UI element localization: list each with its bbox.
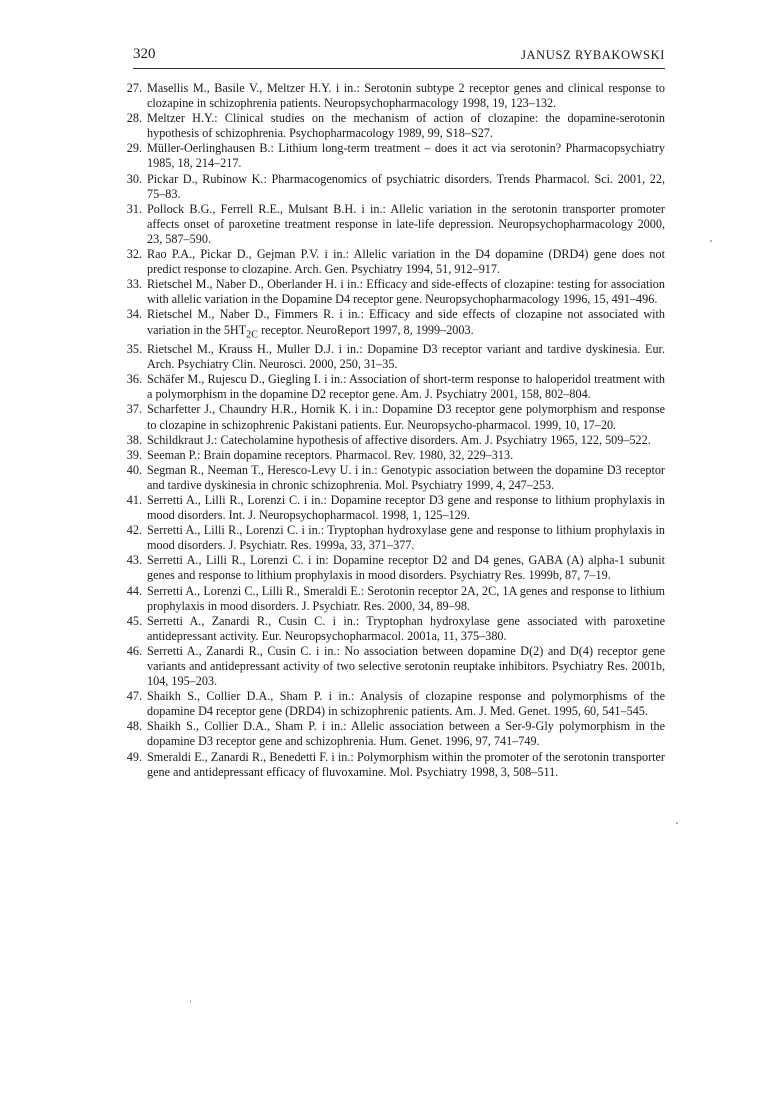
- reference-text: Serretti A., Zanardi R., Cusin C. i in.: No association between dopamine D(2) and D(4) receptor gene variants and antidepressant activity of two selective serotonin reuptake inhibitors. Psychiatry Res. 2001b, 104, 195–203.: [147, 643, 665, 689]
- reference-text: Müller-Oerlinghausen B.: Lithium long-term treatment – does it act via serotonin? Pharmacopsychiatry 1985, 18, 214–217.: [147, 141, 665, 171]
- reference-item: [118, 247, 665, 277]
- reference-text: Seeman P.: Brain dopamine receptors. Pharmacol. Rev. 1980, 32, 229–313.: [147, 447, 514, 462]
- reference-text: Serretti A., Lilli R., Lorenzi C. i in.: Dopamine receptor D3 gene and response to lithium prophylaxis in mood disorders. Int. J. Neuropsychopharmacol. 1998, 1, 125–129.: [147, 492, 665, 523]
- reference-number: 45.: [126, 613, 142, 628]
- reference-text: Pickar D., Rubinow K.: Pharmacogenomics of psychiatric disorders. Trends Pharmacol. Sci. 2001, 22, 75–83.: [147, 171, 665, 201]
- reference-number: 39.: [126, 447, 142, 462]
- reference-text: Rietschel M., Krauss H., Muller D.J. i in.: Dopamine D3 receptor variant and tardive dyskinesia. Eur. Arch. Psychiatry Clin. Neurosci. 2000, 250, 31–35.: [147, 342, 665, 372]
- reference-item: [118, 463, 665, 493]
- reference-item: [118, 402, 665, 432]
- reference-number: 43.: [126, 553, 142, 568]
- reference-number: 32.: [126, 247, 142, 262]
- reference-text: Schäfer M., Rujescu D., Giegling I. i in.: Association of short-term response to haloperidol treatment with a polymorphism in the dopamine D2 receptor gene. Am. J. Psychiatry 2001, 158, 802–804.: [147, 372, 665, 402]
- reference-number: 28.: [126, 111, 142, 126]
- reference-item: [118, 342, 665, 372]
- reference-text: receptor. NeuroReport 1997, 8, 1999–2003.: [258, 322, 474, 337]
- reference-number: 33.: [126, 277, 142, 292]
- reference-text: Shaikh S., Collier D.A., Sham P. i in.: Allelic association between a Ser-9-Gly polymorphism in the dopamine D3 receptor gene and schizophrenia. Hum. Genet. 1996, 97, 741–749.: [147, 719, 665, 749]
- reference-text: Scharfetter J., Chaundry H.R., Hornik K. i in.: Dopamine D3 receptor gene polymorphism and response to clozapine in schizophrenic Pakistani patients. Eur. Neuropsycho-pharmacol. 1999, 10, 17–20.: [147, 402, 665, 432]
- reference-item: [118, 81, 665, 111]
- reference-number: 46.: [126, 643, 142, 658]
- reference-text: Rietschel M., Naber D., Oberlander H. i in.: Efficacy and side-effects of clozapine: testing for association with allelic variation in the Dopamine D4 receptor gene. Neuropsychopharmacology 1996, 15, 491–496.: [147, 277, 665, 307]
- reference-number: 29.: [126, 141, 142, 156]
- reference-item: [118, 614, 665, 644]
- reference-text: Shaikh S., Collier D.A., Sham P. i in.: Analysis of clozapine response and polymorphisms of the dopamine D4 receptor gene (DRD4) in schizophrenic patients. Am. J. Med. Genet. 1995, 60, 541–545.: [147, 689, 665, 719]
- reference-item: [118, 493, 665, 523]
- reference-item: [118, 433, 665, 448]
- reference-item: [118, 372, 665, 402]
- scan-speck: [710, 240, 712, 242]
- scan-speck: [676, 822, 678, 824]
- reference-number: 35.: [126, 342, 142, 357]
- reference-item: [118, 644, 665, 689]
- reference-item: [118, 202, 665, 247]
- reference-item: [118, 111, 665, 141]
- reference-item: [118, 307, 665, 342]
- reference-text: Pollock B.G., Ferrell R.E., Mulsant B.H. i in.: Allelic variation in the serotonin transporter promoter affects onset of paroxetine treatment response in late-life depression. Neuropsychopharmacology 2000, 23, 587–590.: [147, 201, 665, 246]
- reference-item: [118, 172, 665, 202]
- reference-item: [118, 750, 665, 780]
- reference-item: [118, 689, 665, 719]
- page-number: 320: [133, 46, 156, 62]
- reference-number: 31.: [126, 201, 142, 216]
- reference-item: [118, 277, 665, 307]
- reference-number: 30.: [126, 171, 142, 186]
- reference-item: [118, 719, 665, 749]
- page-header: [133, 44, 665, 69]
- running-title: JANUSZ RYBAKOWSKI: [521, 48, 665, 62]
- reference-number: 47.: [126, 689, 142, 704]
- reference-text: Schildkraut J.: Catecholamine hypothesis of affective disorders. Am. J. Psychiatry 1965, 122, 509–522.: [147, 432, 651, 447]
- reference-number: 49.: [126, 749, 142, 764]
- reference-text: Segman R., Neeman T., Heresco-Levy U. i in.: Genotypic association between the dopamine D3 receptor and tardive dyskinesia in chronic schizophrenia. Mol. Psychiatry 1999, 4, 247–253.: [147, 462, 665, 492]
- reference-text: Smeraldi E., Zanardi R., Benedetti F. i in.: Polymorphism within the promoter of the serotonin transporter gene and antidepressant efficacy of fluvoxamine. Mol. Psychiatry 1998, 3, 508–511.: [147, 749, 665, 779]
- scan-speck: [190, 1000, 191, 1003]
- reference-number: 40.: [126, 462, 142, 477]
- reference-item: [118, 553, 665, 583]
- reference-text: Meltzer H.Y.: Clinical studies on the mechanism of action of clozapine: the dopamine-serotonin hypothesis of schizophrenia. Psychopharmacology 1989, 99, S18–S27.: [147, 111, 665, 141]
- reference-number: 41.: [126, 492, 142, 507]
- reference-number: 48.: [126, 719, 142, 734]
- reference-number: 38.: [126, 432, 142, 447]
- reference-text: Serretti A., Lorenzi C., Lilli R., Smeraldi E.: Serotonin receptor 2A, 2C, 1A genes and response to lithium prophylaxis in mood disorders. J. Psychiatr. Res. 2000, 34, 89–98.: [147, 583, 665, 613]
- reference-text: Rao P.A., Pickar D., Gejman P.V. i in.: Allelic variation in the D4 dopamine (DRD4) gene does not predict response to clozapine. Arch. Gen. Psychiatry 1994, 51, 912–917.: [147, 247, 665, 277]
- reference-text: Serretti A., Lilli R., Lorenzi C. i in: Dopamine receptor D2 and D4 genes, GABA (A) alpha-1 subunit genes and response to lithium prophylaxis in mood disorders. Psychiatry Res. 1999b, 87, 7–19.: [147, 553, 665, 583]
- reference-number: 42.: [126, 523, 142, 538]
- reference-item: [118, 584, 665, 614]
- reference-number: 36.: [126, 372, 142, 387]
- reference-number: 27.: [126, 81, 142, 95]
- reference-text: Serretti A., Zanardi R., Cusin C. i in.: Tryptophan hydroxylase gene associated with paroxetine antidepressant activity. Eur. Neuropsychopharmacol. 2001a, 11, 375–380.: [147, 613, 665, 643]
- reference-list: [118, 81, 665, 780]
- reference-item: [118, 448, 665, 463]
- reference-number: 44.: [126, 583, 142, 598]
- reference-item: [118, 141, 665, 171]
- reference-text: Masellis M., Basile V., Meltzer H.Y. i in.: Serotonin subtype 2 receptor genes and clinical response to clozapine in schizophrenia patients. Neuropsychopharmacology 1998, 19, 123–132.: [147, 81, 665, 111]
- reference-text: Rietschel M., Naber D., Fimmers R. i in.: Efficacy and side effects of clozapine not associated with variation in the 5HT: [147, 307, 665, 337]
- reference-subscript: 2C: [246, 328, 259, 340]
- reference-item: [118, 523, 665, 553]
- reference-text: Serretti A., Lilli R., Lorenzi C. i in.: Tryptophan hydroxylase gene and response to lithium prophylaxis in mood disorders. J. Psychiatr. Res. 1999a, 33, 371–377.: [147, 523, 665, 553]
- reference-number: 37.: [126, 402, 142, 417]
- reference-number: 34.: [126, 307, 142, 322]
